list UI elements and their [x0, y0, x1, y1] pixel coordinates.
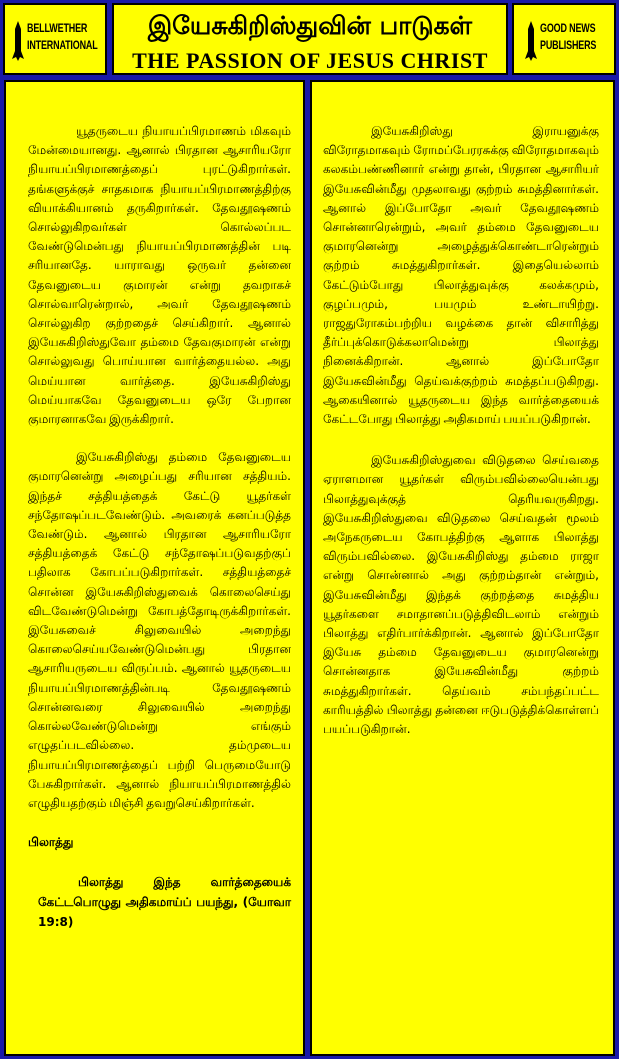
section-heading: பிலாத்து: [28, 835, 74, 850]
paragraph: இயேசுகிறிஸ்து இராயனுக்கு விரோதமாகவும் ரோமப்பேரரசுக்கு விரோதமாகவும் கலகம்பண்ணினார் என்று தான், பிரதான ஆசாரியர் இயேசுவின்மீது முதலாவது குற்றம் சுமத்தினார்கள். ஆனால் இப்போதோ அவர் தேவதூஷணம் சொன்னாரென்றும், அவர் தம்மை தேவனுடைய குமாரனென்று அழைத்துக்கொண்டாரென்றும் குற்றம் சுமத்துகிறார்கள். இதையெல்லாம் கேட்டும்போது பிலாத்துவுக்கு கலக்கமும், குழப்பமும், பயமும் உண்டாயிற்று. ராஜதுரோகம்பற்றிய வழக்கை தான் விசாரித்து தீர்ப்புக்கொடுக்கலாமென்று பிலாத்து நினைக்கிறான். ஆனால் இப்போதோ இயேசுவின்மீது தெய்வக்குற்றம் சுமத்தப்படுகிறது. ஆகையினால் யூதருடைய இந்த வார்த்தையைக் கேட்டபோது பிலாத்து அதிகமாய் பயப்படுகிறான்.: [323, 124, 599, 427]
page-title-english: THE PASSION OF JESUS CHRIST: [132, 48, 488, 73]
page-title-tamil: இயேசுகிறிஸ்துவின் பாடுகள்: [147, 11, 473, 40]
logo-right-line1: GOOD NEWS: [540, 23, 596, 35]
logo-left-line2: INTERNATIONAL: [27, 40, 98, 52]
title-banner: [112, 3, 508, 75]
paragraph: யூதருடைய நியாயப்பிரமாணம் மிகவும் மேன்மையானது. ஆனால் பிரதான ஆசாரியரோ நியாயப்பிரமாணத்தைப் புரட்டுகிறார்கள். தங்களுக்குச் சாதகமாக நியாயப்பிரமாணத்திற்கு வியாக்கியானம் தருகிறார்கள். தேவதூஷணம் சொல்லுகிறவர்கள் கொல்லப்பட வேண்டுமென்பது நியாயப்பிரமாணத்தின் படி சரியானதே. யாராவது ஒருவர் தன்னை தேவனுடைய குமாரன் என்று தவறாகச் சொல்வாரென்றால், அவர் தேவதூஷணம் சொல்லுகிற குற்றதைச் செய்கிறார். ஆனால் இயேசுகிறிஸ்துவோ தம்மை தேவகுமாரன் என்று சொல்லுவது பொய்யான வார்த்தையல்ல. அது மெய்யான வார்த்தை. இயேசுகிறிஸ்து மெய்யாகவே தேவனுடைய ஒரே பேறான குமாரனாகவே இருக்கிறார்.: [28, 124, 291, 427]
left-column-text: [28, 122, 291, 932]
publisher-logo-right: [512, 3, 616, 75]
paragraph: இயேசுகிறிஸ்து தம்மை தேவனுடைய குமாரனென்று அழைப்பது சரியான சத்தியம். இந்தச் சத்தியத்தைக் கேட்டு யூதர்கள் சந்தோஷப்படவேண்டும். அவரைக் கனப்படுத்த வேண்டும். ஆனால் பிரதான ஆசாரியரோ சத்தியத்தைக் கேட்டு சந்தோஷப்படுவதற்குப் பதிலாக கோபப்படுகிறார்கள். சத்தியத்தைச் சொன்ன இயேசுகிறிஸ்துவைக் கொலைசெய்து விடவேண்டுமென்று கோபத்தோடிருக்கிறார்கள். இயேசுவைச் சிலுவையில் அறைந்து கொலைசெய்யவேண்டுமென்பது பிரதான ஆசாரியருடைய விருப்பம். ஆனால் யூதருடைய நியாயப்பிரமாணத்தின்படி தேவதூஷணம் சொன்னவரை சிலுவையில் அறைந்து கொல்லவேண்டுமென்று எங்கும் எழுதப்படவில்லை. தம்முடைய நியாயப்பிரமாணத்தைப் பற்றி பெருமையோடு பேசுகிறார்கள். ஆனால் நியாயப்பிரமாணத்தில் எழுதியதற்கும் மிஞ்சி தவறுசெய்கிறார்கள்.: [28, 450, 291, 810]
logo-right-line2: PUBLISHERS: [540, 40, 597, 52]
logo-left-line1: BELLWETHER: [27, 23, 88, 35]
rocket-logo-icon: [11, 21, 25, 61]
rocket-logo-icon: [524, 21, 538, 61]
publisher-logo-left: [3, 3, 107, 75]
paragraph: இயேசுகிறிஸ்துவை விடுதலை செய்வதை ஏராளமான யூதர்கள் விரும்பவில்லையென்பது பிலாத்துவுக்குத் தெரியவருகிறது. இயேசுகிறிஸ்துவை விடுதலை செய்வதன் மூலம் அநேகருடைய கோபத்திற்கு ஆளாக பிலாத்து விரும்பவில்லை. இயேசுகிறிஸ்து தம்மை ராஜா என்று சொன்னால் அது குற்றம்தான் என்றும், இயேசுவின்மீது இந்தக் குற்றத்தை சுமத்திய யூதர்களை சமாதானப்படுத்திவிடலாம் என்றும் பிலாத்து எதிர்பார்க்கிறான். ஆனால் இப்போதோ இயேசு தம்மை தேவனுடைய குமாரனென்று சொன்னதாக இயேசுவின்மீது குற்றம் சுமத்துகிறார்கள். தெய்வம் சம்பந்தப்பட்ட காரியத்தில் பிலாத்து தன்னை ஈடுபடுத்திக்கொள்ளப் பயப்படுகிறான்.: [323, 453, 599, 737]
left-column: [4, 80, 305, 1056]
right-column-text: [323, 122, 599, 761]
scripture-quote: பிலாத்து இந்த வார்த்தையைக் கேட்டபொழுது அதிகமாய்ப் பயந்து, (யோவா 19:8): [38, 875, 291, 930]
right-column: [310, 80, 615, 1056]
